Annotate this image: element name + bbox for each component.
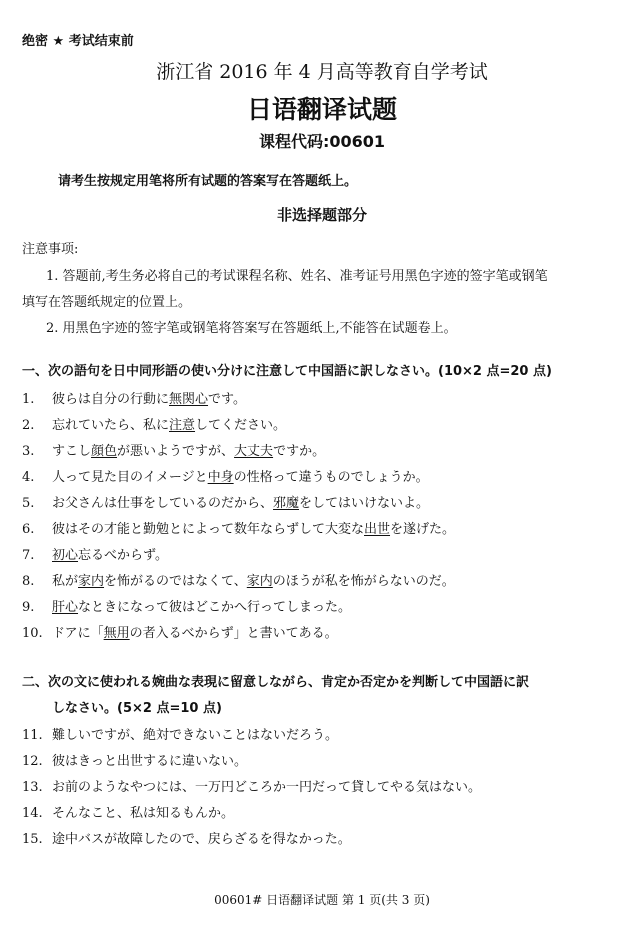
- notes-heading: 注意事项:: [22, 242, 79, 257]
- question-text: 人って見た目のイメージと: [52, 470, 208, 485]
- underlined-term: 出世: [364, 522, 391, 537]
- question-number: 11.: [22, 728, 43, 743]
- question-text: の性格って違うものでしょうか。: [233, 470, 429, 485]
- question-number: 2.: [22, 418, 35, 433]
- question-text: です。: [208, 392, 246, 407]
- section-2-heading-line-1: 二、次の文に使われる婉曲な表現に留意しながら、肯定か否定かを判断して中国語に訳: [22, 675, 530, 690]
- underlined-term: 大丈夫: [234, 444, 274, 459]
- question-number: 8.: [22, 574, 35, 589]
- question-number: 12.: [22, 754, 43, 769]
- underlined-term: 顔色: [91, 444, 118, 459]
- confidential-label: 绝密 ★ 考试结束前: [22, 34, 134, 49]
- note-1-line-2: 填写在答题纸规定的位置上。: [22, 295, 192, 310]
- question-text: をしてはいけないよ。: [299, 496, 430, 511]
- question-text: の者入るべからず」と書いてある。: [129, 626, 338, 641]
- underlined-term: 家内: [78, 574, 105, 589]
- question-number: 6.: [22, 522, 35, 537]
- question-number: 14.: [22, 806, 43, 821]
- question-number: 3.: [22, 444, 35, 459]
- question-text: 彼はきっと出世するに違いない。: [52, 754, 248, 769]
- question-item-7: [22, 544, 168, 563]
- question-item-6: [22, 518, 455, 537]
- question-item-5: [22, 492, 429, 511]
- section-1-heading: 一、次の語句を日中同形語の使い分けに注意して中国語に訳しなさい。(10×2 点=20 点): [22, 364, 552, 379]
- note-1-line-1: 1. 答题前,考生务必将自己的考试课程名称、姓名、准考证号用黑色字迹的签字笔或钢笔: [46, 269, 548, 284]
- question-text: ですか。: [273, 444, 326, 459]
- note-2: 2. 用黑色字迹的签字笔或钢笔将答案写在答题纸上,不能答在试题卷上。: [46, 321, 457, 336]
- question-text: 忘るべからず。: [78, 548, 168, 563]
- question-item-10: [22, 622, 338, 641]
- question-number: 15.: [22, 832, 43, 847]
- question-text: を遂げた。: [390, 522, 456, 537]
- question-number: 13.: [22, 780, 43, 795]
- question-number: 4.: [22, 470, 35, 485]
- question-text: 難しいですが、絶対できないことはないだろう。: [52, 728, 339, 743]
- underlined-term: 中身: [207, 470, 234, 485]
- question-text: なときになって彼はどこかへ行ってしまった。: [78, 600, 352, 615]
- question-text: 彼らは自分の行動に: [52, 392, 170, 407]
- question-item-8: [22, 570, 455, 589]
- question-item-13: [22, 776, 481, 795]
- exam-title: 浙江省 2016 年 4 月高等教育自学考试: [156, 61, 488, 83]
- question-text: お前のようなやつには、一万円どころか一円だって貸してやる気はない。: [52, 780, 482, 795]
- question-text: のほうが私を怖がらないのだ。: [272, 574, 455, 589]
- underlined-term: 初心: [52, 548, 79, 563]
- section-title: 非选择题部分: [276, 206, 367, 224]
- course-code: 课程代码:00601: [258, 132, 386, 151]
- question-number: 10.: [22, 626, 43, 641]
- question-number: 7.: [22, 548, 35, 563]
- question-text: を怖がるのではなくて、: [104, 574, 247, 589]
- question-text: ドアに「: [52, 626, 104, 641]
- question-text: 彼はその才能と勤勉とによって数年ならずして大変な: [52, 522, 365, 537]
- answer-instruction: 请考生按规定用笔将所有试题的答案写在答题纸上。: [58, 174, 358, 189]
- question-text: そんなこと、私は知るもんか。: [52, 806, 235, 821]
- question-number: 5.: [22, 496, 35, 511]
- question-text: お父さんは仕事をしているのだから、: [52, 496, 274, 511]
- section-2-heading-line-2: しなさい。(5×2 点=10 点): [52, 701, 222, 716]
- question-text: 私が: [52, 574, 79, 589]
- question-item-11: [22, 724, 338, 743]
- question-item-12: [22, 750, 247, 769]
- question-item-2: [22, 414, 286, 433]
- underlined-term: 肝心: [52, 600, 79, 615]
- question-text: してください。: [195, 418, 287, 433]
- question-item-4: [22, 466, 429, 485]
- question-item-9: [22, 596, 351, 615]
- underlined-term: 無関心: [169, 392, 209, 407]
- underlined-term: 邪魔: [273, 496, 300, 511]
- underlined-term: 家内: [246, 574, 273, 589]
- question-text: が悪いようですが、: [117, 444, 235, 459]
- question-item-1: [22, 388, 246, 407]
- question-item-14: [22, 802, 234, 821]
- question-number: 9.: [22, 600, 35, 615]
- question-number: 1.: [22, 392, 35, 407]
- subject-title: 日语翻译试题: [246, 95, 397, 124]
- underlined-term: 無用: [103, 626, 130, 641]
- question-text: すこし: [52, 444, 92, 459]
- question-text: 途中バスが故障したので、戻らざるを得なかった。: [52, 832, 351, 847]
- question-text: 忘れていたら、私に: [52, 418, 170, 433]
- question-item-3: [22, 440, 325, 459]
- question-item-15: [22, 828, 351, 847]
- page-footer: 00601# 日语翻译试题 第 1 页(共 3 页): [214, 893, 430, 907]
- underlined-term: 注意: [169, 418, 196, 433]
